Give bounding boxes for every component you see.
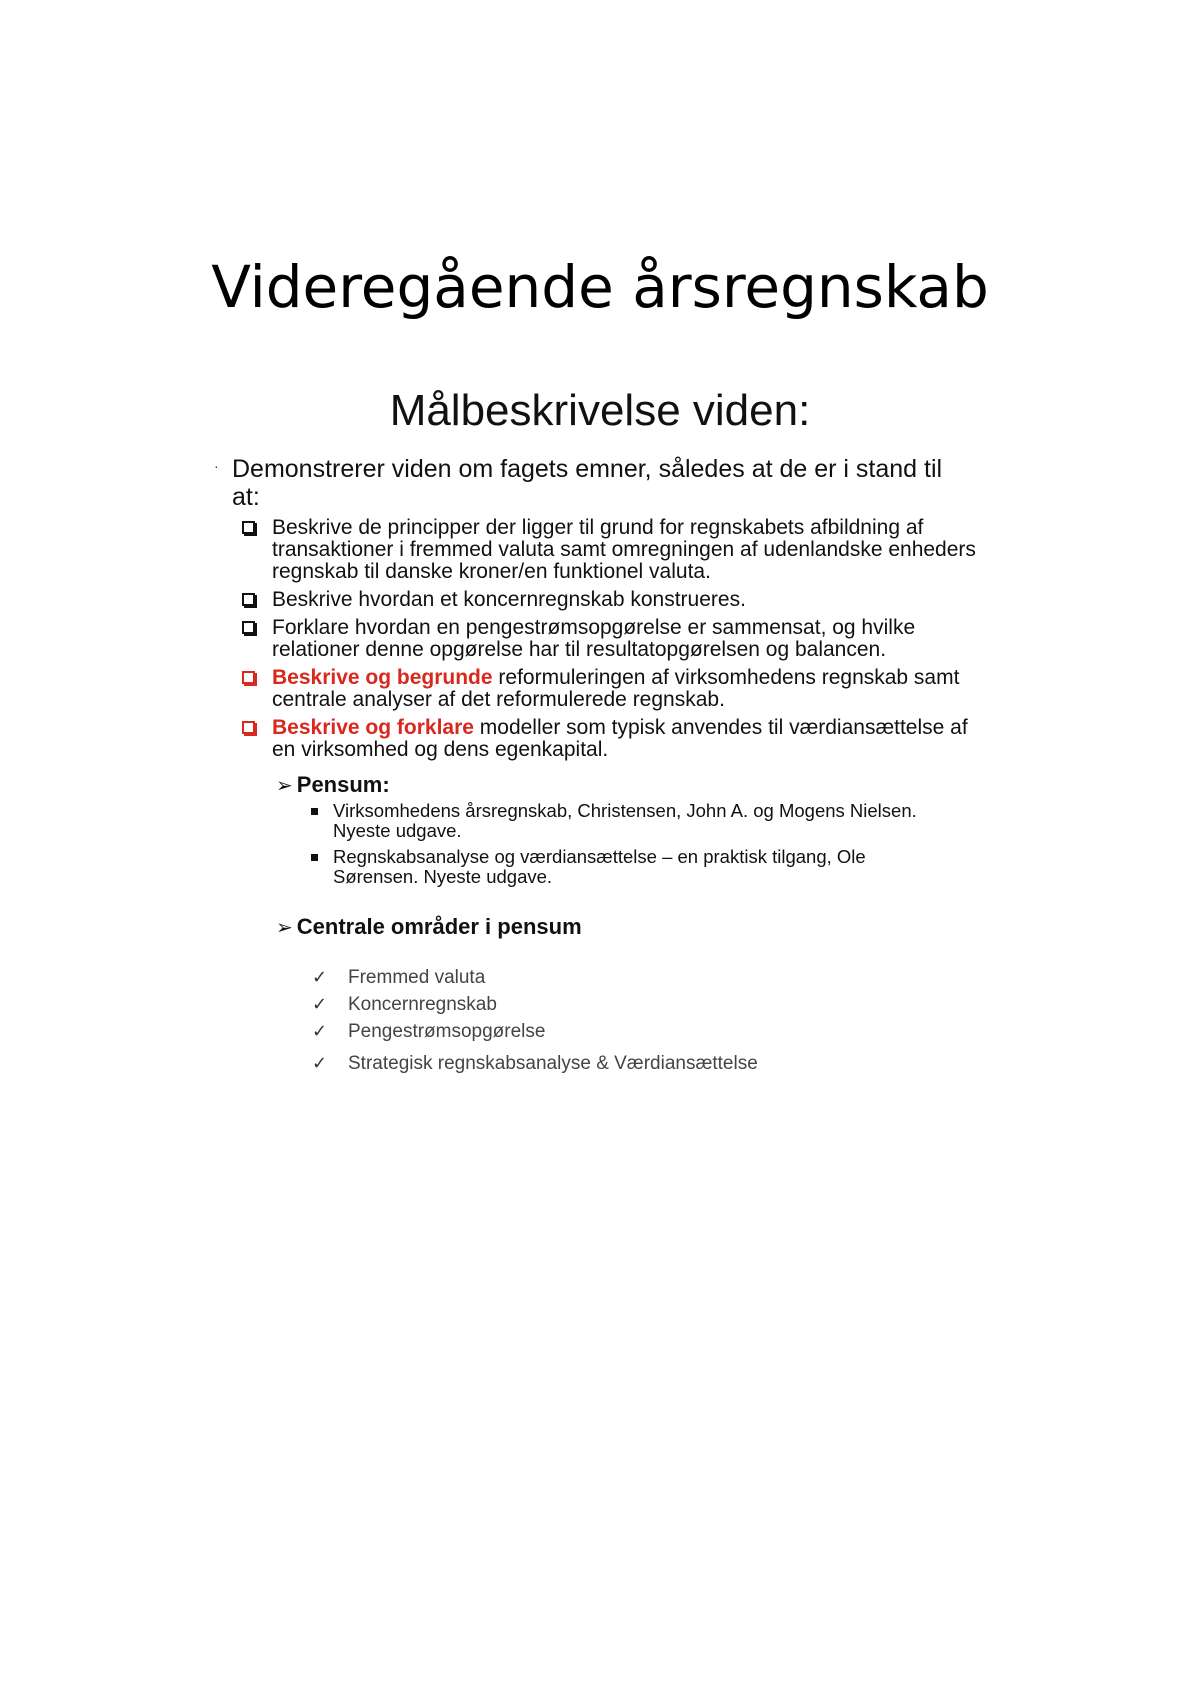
checkbox-icon bbox=[242, 521, 255, 534]
topic-text: Fremmed valuta bbox=[348, 967, 486, 988]
goal-text: Forklare hvordan en pengestrømsopgørelse er sammensat, og hvilke relationer denne opgørelse har til resultatopgørelsen og balancen. bbox=[272, 616, 916, 661]
centrale-heading-text: Centrale områder i pensum bbox=[296, 914, 582, 939]
square-bullet-icon bbox=[311, 854, 318, 861]
checkmark-icon: ✓ bbox=[312, 1021, 328, 1042]
goal-item bbox=[272, 717, 982, 761]
topic-text: Strategisk regnskabsanalyse & Værdiansættelse bbox=[348, 1053, 758, 1074]
checkbox-icon bbox=[242, 721, 255, 734]
checkmark-icon: ✓ bbox=[312, 994, 328, 1015]
pensum-item bbox=[333, 801, 953, 841]
topic-item bbox=[312, 967, 486, 989]
pensum-item-text: Regnskabsanalyse og værdiansættelse – en praktisk tilgang, Ole Sørensen. Nyeste udgave. bbox=[333, 846, 866, 887]
topic-text: Pengestrømsopgørelse bbox=[348, 1021, 546, 1042]
checkbox-icon bbox=[242, 671, 255, 684]
document-title: Videregående årsregnskab bbox=[211, 253, 989, 321]
topic-item bbox=[312, 1021, 546, 1043]
topic-item bbox=[312, 994, 497, 1016]
goal-item bbox=[272, 589, 982, 611]
centrale-heading bbox=[276, 914, 582, 941]
slide-heading: Målbeskrivelse viden: bbox=[389, 386, 811, 435]
pensum-item bbox=[333, 847, 953, 887]
checkbox-icon bbox=[242, 621, 255, 634]
checkmark-icon: ✓ bbox=[312, 967, 328, 988]
goal-highlight: Beskrive og forklare bbox=[272, 716, 474, 739]
pensum-heading bbox=[276, 772, 390, 799]
topic-text: Koncernregnskab bbox=[348, 994, 497, 1015]
pensum-item-text: Virksomhedens årsregnskab, Christensen, John A. og Mogens Nielsen. Nyeste udgave. bbox=[333, 800, 917, 841]
goal-text: reformuleringen af virksomhedens regnskab samt centrale analyser af det reformulerede regnskab. bbox=[272, 666, 960, 711]
checkmark-icon: ✓ bbox=[312, 1053, 328, 1074]
arrow-bullet-icon: ➢ bbox=[276, 917, 293, 939]
intro-text: Demonstrerer viden om fagets emner, således at de er i stand til at: bbox=[232, 455, 943, 511]
goal-highlight: Beskrive og begrunde bbox=[272, 666, 493, 689]
goal-text: Beskrive hvordan et koncernregnskab konstrueres. bbox=[272, 588, 746, 611]
intro-bullet: · bbox=[214, 458, 219, 474]
square-bullet-icon bbox=[311, 808, 318, 815]
checkbox-icon bbox=[242, 593, 255, 606]
topic-item bbox=[312, 1053, 758, 1075]
goal-text: Beskrive de principper der ligger til grund for regnskabets afbildning af transaktioner i fremmed valuta samt omregningen af udenlandske enheders regnskab til danske kroner/en funktionel valuta. bbox=[272, 516, 976, 583]
arrow-bullet-icon: ➢ bbox=[276, 775, 293, 797]
goal-item bbox=[272, 617, 982, 661]
goal-item bbox=[272, 517, 982, 583]
pensum-heading-text: Pensum: bbox=[296, 772, 390, 797]
goal-item bbox=[272, 667, 982, 711]
goal-text: modeller som typisk anvendes til værdiansættelse af en virksomhed og dens egenkapital. bbox=[272, 716, 968, 761]
